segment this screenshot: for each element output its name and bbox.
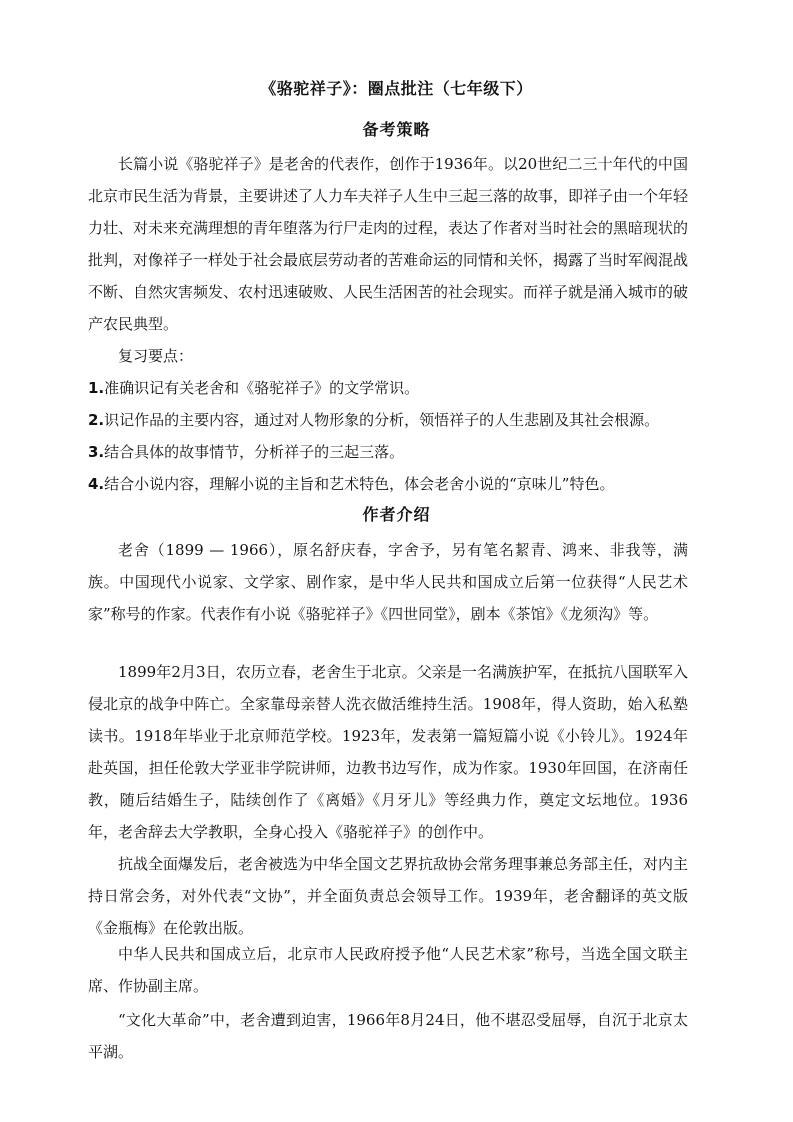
review-point-number: 1.	[88, 379, 105, 397]
review-point-number: 3.	[88, 443, 105, 461]
author-paragraph-5: “文化大革命”中，老舍遭到迫害，1966年8月24日，他不堪忍受屈辱，自沉于北京太平湖。	[88, 1011, 688, 1061]
section-heading-strategy: 备考策略	[362, 120, 431, 139]
review-point-2	[88, 404, 688, 436]
strategy-intro-paragraph: 长篇小说《骆驼祥子》是老舍的代表作，创作于1936年。以20世纪二三十年代的中国北京市民生活为背景，主要讲述了人力车夫祥子人生中三起三落的故事，即祥子由一个年轻力壮、对未来充满理想的青年堕落为行尸走肉的过程，表达了作者对当时社会的黑暗现状的批判，对像祥子一样处于社会最底层劳动者的苦难命运的同情和关怀，揭露了当时军阀混战不断、自然灾害频发、农村迅速破败、人民生活困苦的社会现实。而祥子就是涌入城市的破产农民典型。	[88, 155, 689, 333]
author-paragraph-1: 老舍（1899 — 1966），原名舒庆春，字舍予，另有笔名絜青、鸿来、非我等，满族。中国现代小说家、文学家、剧作家，是中华人民共和国成立后第一位获得“人民艺术家”称号的作家。代表作有小说《骆驼祥子》《四世同堂》，剧本《茶馆》《龙须沟》等。	[88, 541, 688, 623]
review-point-text: 准确识记有关老舍和《骆驼祥子》的文学常识。	[104, 379, 420, 397]
review-point-number: 4.	[88, 475, 105, 493]
review-point-text: 识记作品的主要内容，通过对人物形象的分析，领悟祥子的人生悲剧及其社会根源。	[104, 411, 660, 429]
review-point-1	[88, 372, 688, 404]
review-points-label: 复习要点：	[118, 347, 194, 365]
review-point-text: 结合具体的故事情节，分析祥子的三起三落。	[104, 443, 405, 461]
document-title: 《骆驼祥子》：圈点批注（七年级下）	[260, 79, 533, 98]
author-paragraph-2: 1899年2月3日，农历立春，老舍生于北京。父亲是一名满族护军，在抵抗八国联军入侵北京的战争中阵亡。全家靠母亲替人洗衣做活维持生活。1908年，得人资助，始入私塾读书。1918年毕业于北京师范学校。1923年，发表第一篇短篇小说《小铃儿》。1924年赴英国，担任伦敦大学亚非学院讲师，边教书边写作，成为作家。1930年回国，在济南任教，随后结婚生子，陆续创作了《离婚》《月牙儿》等经典力作，奠定文坛地位。1936年，老舍辞去大学教职，全身心投入《骆驼祥子》的创作中。	[88, 663, 688, 841]
review-point-4	[88, 468, 688, 500]
review-point-number: 2.	[88, 411, 105, 429]
section-heading-author: 作者介绍	[362, 505, 431, 524]
author-paragraph-4: 中华人民共和国成立后，北京市人民政府授予他“人民艺术家”称号，当选全国文联主席、作协副主席。	[88, 945, 688, 995]
review-points-list	[88, 372, 688, 500]
review-point-3	[88, 436, 688, 468]
review-point-text: 结合小说内容，理解小说的主旨和艺术特色，体会老舍小说的“京味儿”特色。	[104, 475, 615, 493]
author-paragraph-3: 抗战全面爆发后，老舍被选为中华全国文艺界抗敌协会常务理事兼总务部主任，对内主持日常会务，对外代表“文协”，并全面负责总会领导工作。1939年，老舍翻译的英文版《金瓶梅》在伦敦出版。	[88, 855, 689, 937]
